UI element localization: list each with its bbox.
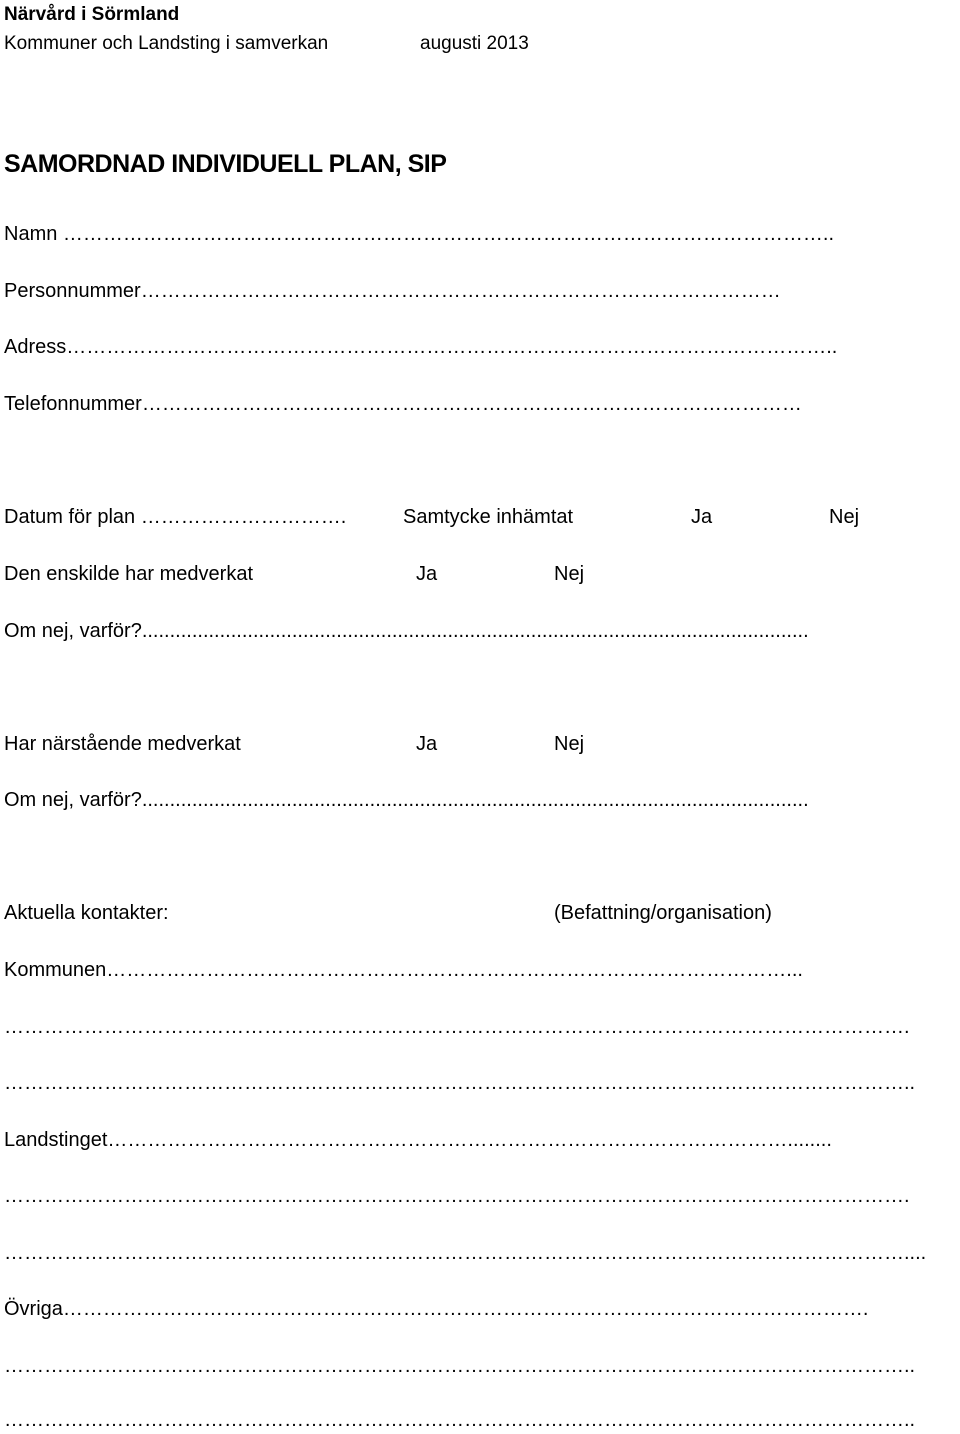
personnummer-field[interactable]: Personnummer…………………………………………………………………………………… (4, 280, 781, 302)
other-field[interactable]: Övriga…………………………………………………………………………………………………………. (4, 1298, 869, 1320)
consent-no-option[interactable]: Nej (829, 506, 860, 528)
consent-yes-option[interactable]: Ja (691, 506, 713, 528)
name-field[interactable]: Namn …………………………………………………………………………………………………….. (4, 223, 835, 245)
consent-label: Samtycke inhämtat (403, 506, 574, 528)
relatives-yes-option[interactable]: Ja (416, 733, 438, 755)
organization-name: Närvård i Sörmland (4, 4, 180, 25)
other-extra-line[interactable]: ……………………………………………………………………………………………………………………….. (4, 1355, 916, 1377)
municipality-field[interactable]: Kommunen…………………………………………………………………………………………... (4, 959, 803, 981)
individual-why-field[interactable]: Om nej, varför?........................................................................................................................ (4, 620, 809, 642)
page-title: SAMORDNAD INDIVIDUELL PLAN, SIP (4, 150, 447, 178)
address-field[interactable]: Adress…………………………………………………………………………………………………….. (4, 336, 838, 358)
municipality-extra-line[interactable]: ………………………………………………………………………………………………………………………. (4, 1016, 910, 1038)
individual-participated-label: Den enskilde har medverkat (4, 563, 254, 585)
document-date: augusti 2013 (420, 33, 529, 54)
individual-no-option[interactable]: Nej (554, 563, 585, 585)
relatives-why-field[interactable]: Om nej, varför?........................................................................................................................ (4, 789, 809, 811)
phone-field[interactable]: Telefonnummer……………………………………………………………………………………… (4, 393, 802, 415)
role-header: (Befattning/organisation) (554, 902, 772, 924)
relatives-no-option[interactable]: Nej (554, 733, 585, 755)
relatives-participated-label: Har närstående medverkat (4, 733, 241, 755)
municipality-extra-line[interactable]: ……………………………………………………………………………………………………………………….. (4, 1072, 916, 1094)
other-extra-line[interactable]: ……………………………………………………………………………………………………………………….. (4, 1409, 916, 1431)
organization-subtitle: Kommuner och Landsting i samverkan (4, 33, 329, 54)
county-field[interactable]: Landstinget…………………………………………………………………………………………........ (4, 1129, 832, 1151)
county-extra-line[interactable]: ……………………………………………………………………………………………………………………….... (4, 1242, 927, 1264)
plan-date-field[interactable]: Datum för plan …………………………. (4, 506, 347, 528)
county-extra-line[interactable]: ………………………………………………………………………………………………………………………. (4, 1185, 910, 1207)
contacts-label: Aktuella kontakter: (4, 902, 169, 924)
individual-yes-option[interactable]: Ja (416, 563, 438, 585)
